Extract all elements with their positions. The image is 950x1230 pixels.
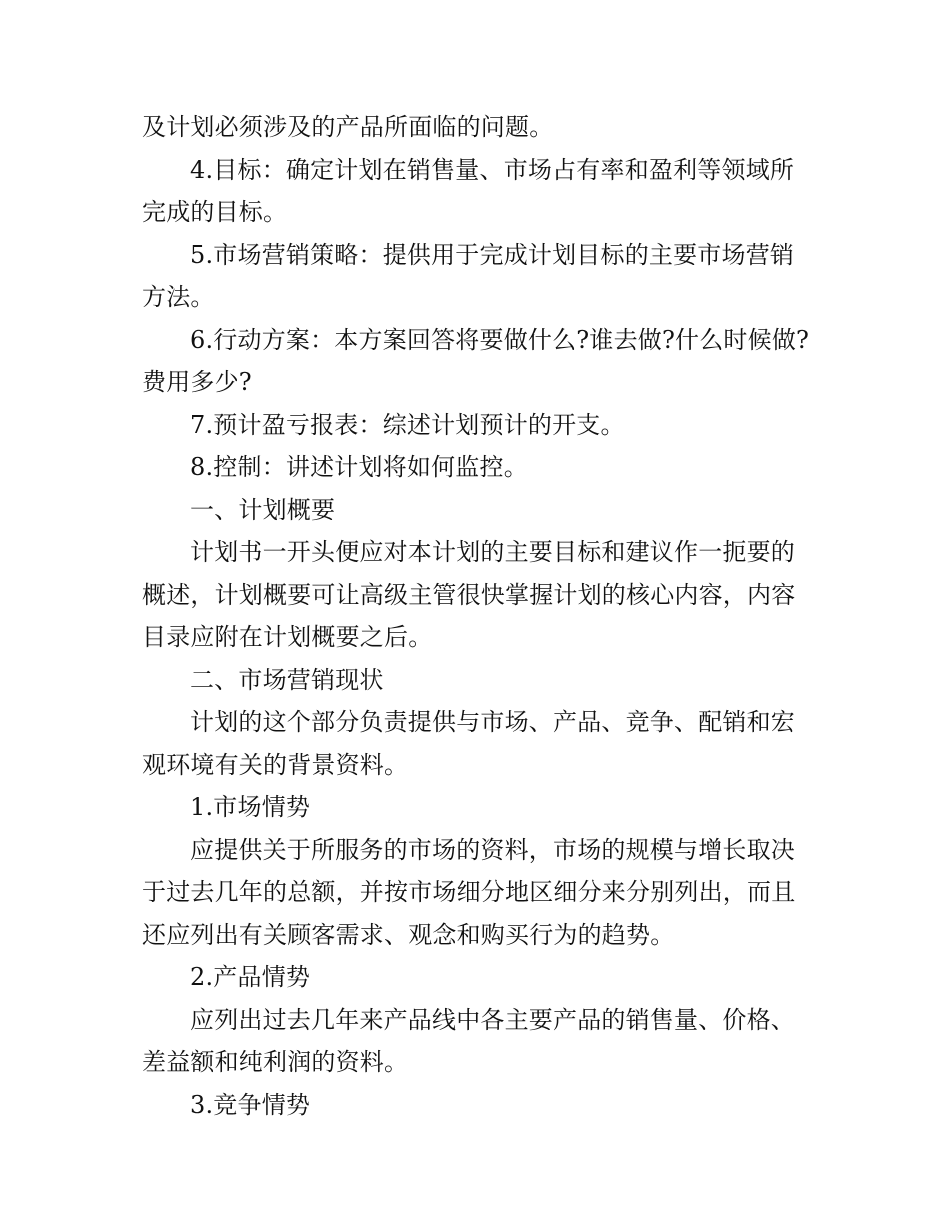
section-heading-plan-summary: 一、计划概要 bbox=[190, 495, 336, 524]
subheading-product-situation: 2.产品情势 bbox=[190, 963, 311, 991]
paragraph-item-6-action-plan: 6.行动方案：本方案回答将要做什么?谁去做?什么时候做?费用多少? bbox=[142, 325, 810, 396]
paragraph-continuation: 及计划必须涉及的产品所面临的问题。 bbox=[142, 113, 554, 141]
section-heading-marketing-status: 二、市场营销现状 bbox=[190, 665, 384, 694]
paragraph-marketing-status: 计划的这个部分负责提供与市场、产品、竞争、配销和宏观环境有关的背景资料。 bbox=[142, 708, 795, 779]
paragraph-item-7-profit-loss: 7.预计盈亏报表：综述计划预计的开支。 bbox=[190, 410, 625, 439]
paragraph-item-5-strategy: 5.市场营销策略：提供用于完成计划目标的主要市场营销方法。 bbox=[142, 240, 795, 311]
document-body bbox=[142, 106, 812, 1126]
subheading-competition-situation: 3.竞争情势 bbox=[190, 1090, 311, 1119]
paragraph-plan-summary: 计划书一开头便应对本计划的主要目标和建议作一扼要的概述，计划概要可让高级主管很快掌握计划的核心内容，内容目录应附在计划概要之后。 bbox=[142, 538, 796, 651]
paragraph-market-situation: 应提供关于所服务的市场的资料，市场的规模与增长取决于过去几年的总额，并按市场细分地区细分来分别列出，而且还应列出有关顾客需求、观念和购买行为的趋势。 bbox=[142, 835, 796, 949]
subheading-market-situation: 1.市场情势 bbox=[190, 793, 311, 821]
paragraph-item-8-control: 8.控制：讲述计划将如何监控。 bbox=[190, 453, 528, 481]
paragraph-product-situation: 应列出过去几年来产品线中各主要产品的销售量、价格、差益额和纯利润的资料。 bbox=[142, 1005, 795, 1076]
paragraph-item-4-objectives: 4.目标：确定计划在销售量、市场占有率和盈利等领域所完成的目标。 bbox=[142, 155, 795, 226]
